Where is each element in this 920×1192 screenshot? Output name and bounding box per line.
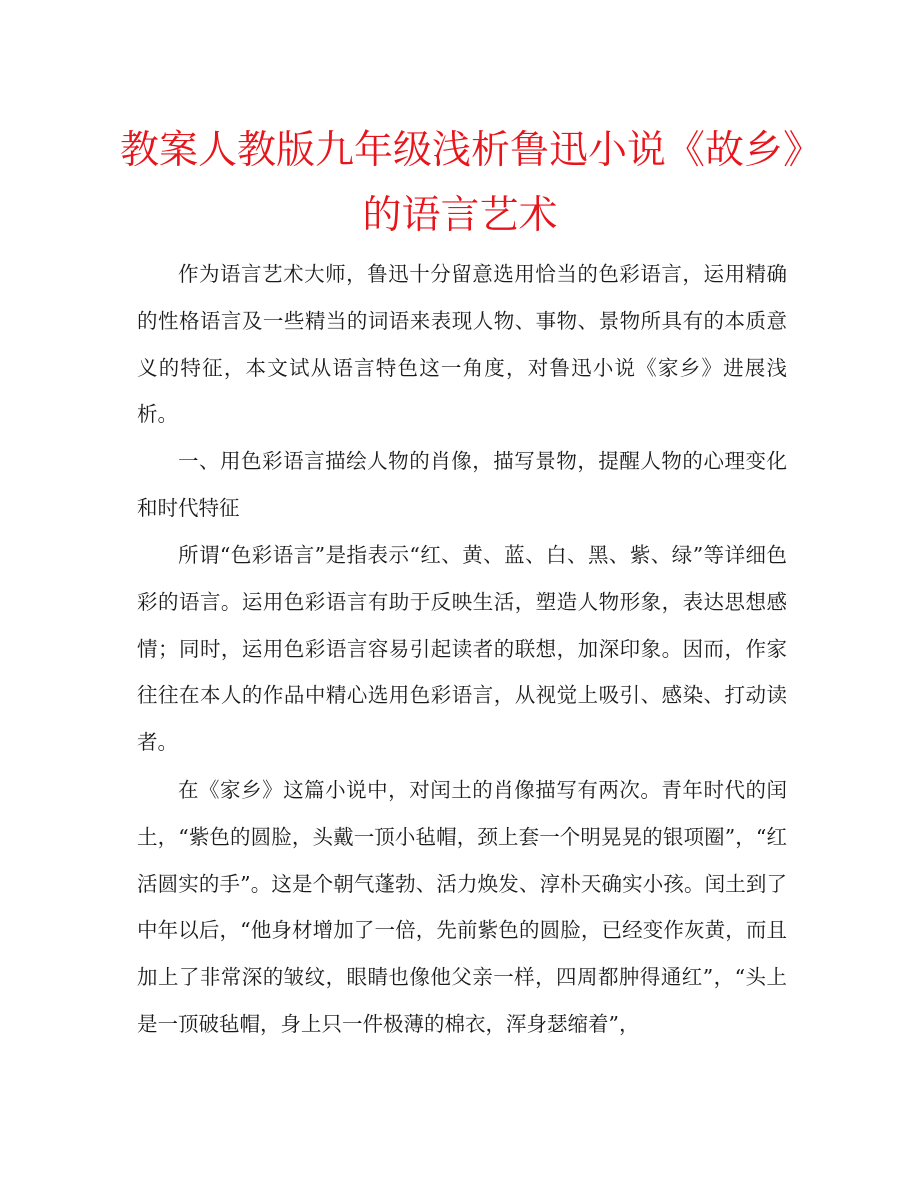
document-title-line-2: 的语言艺术 bbox=[362, 193, 558, 238]
paragraph-color-language: 所谓“色彩语言”是指表示“红、黄、蓝、白、黑、紫、绿”等详细色彩的语言。运用色彩语言有助于反映生活，塑造人物形象，表达思想感情；同时，运用色彩语言容易引起读者的联想，加深印象。因而，作家往往在本人的作品中精心选用色彩语言，从视觉上吸引、感染、打动读者。 bbox=[137, 543, 787, 755]
paragraph-runtu-portrait: 在《家乡》这篇小说中，对闰土的肖像描写有两次。青年时代的闰土，“紫色的圆脸，头戴一顶小毡帽，颈上套一个明晃晃的银项圈”，“红活圆实的手”。这是个朝气蓬勃、活力焕发、淳朴天确实小孩。闰土到了中年以后，“他身材增加了一倍，先前紫色的圆脸，已经变作灰黄，而且加上了非常深的皱纹，眼睛也像他父亲一样，四周都肿得通红”，“头上是一顶破毡帽，身上只一件极薄的棉衣，浑身瑟缩着”， bbox=[137, 778, 787, 1036]
paragraph-section-heading: 一、用色彩语言描绘人物的肖像，描写景物，提醒人物的心理变化和时代特征 bbox=[137, 449, 787, 520]
document-title-line-1: 教案人教版九年级浅析鲁迅小说《故乡》 bbox=[120, 128, 823, 173]
paragraph-intro: 作为语言艺术大师，鲁迅十分留意选用恰当的色彩语言，运用精确的性格语言及一些精当的词语来表现人物、事物、景物所具有的本质意义的特征，本文试从语言特色这一角度，对鲁迅小说《家乡》进展浅析。 bbox=[137, 262, 787, 427]
